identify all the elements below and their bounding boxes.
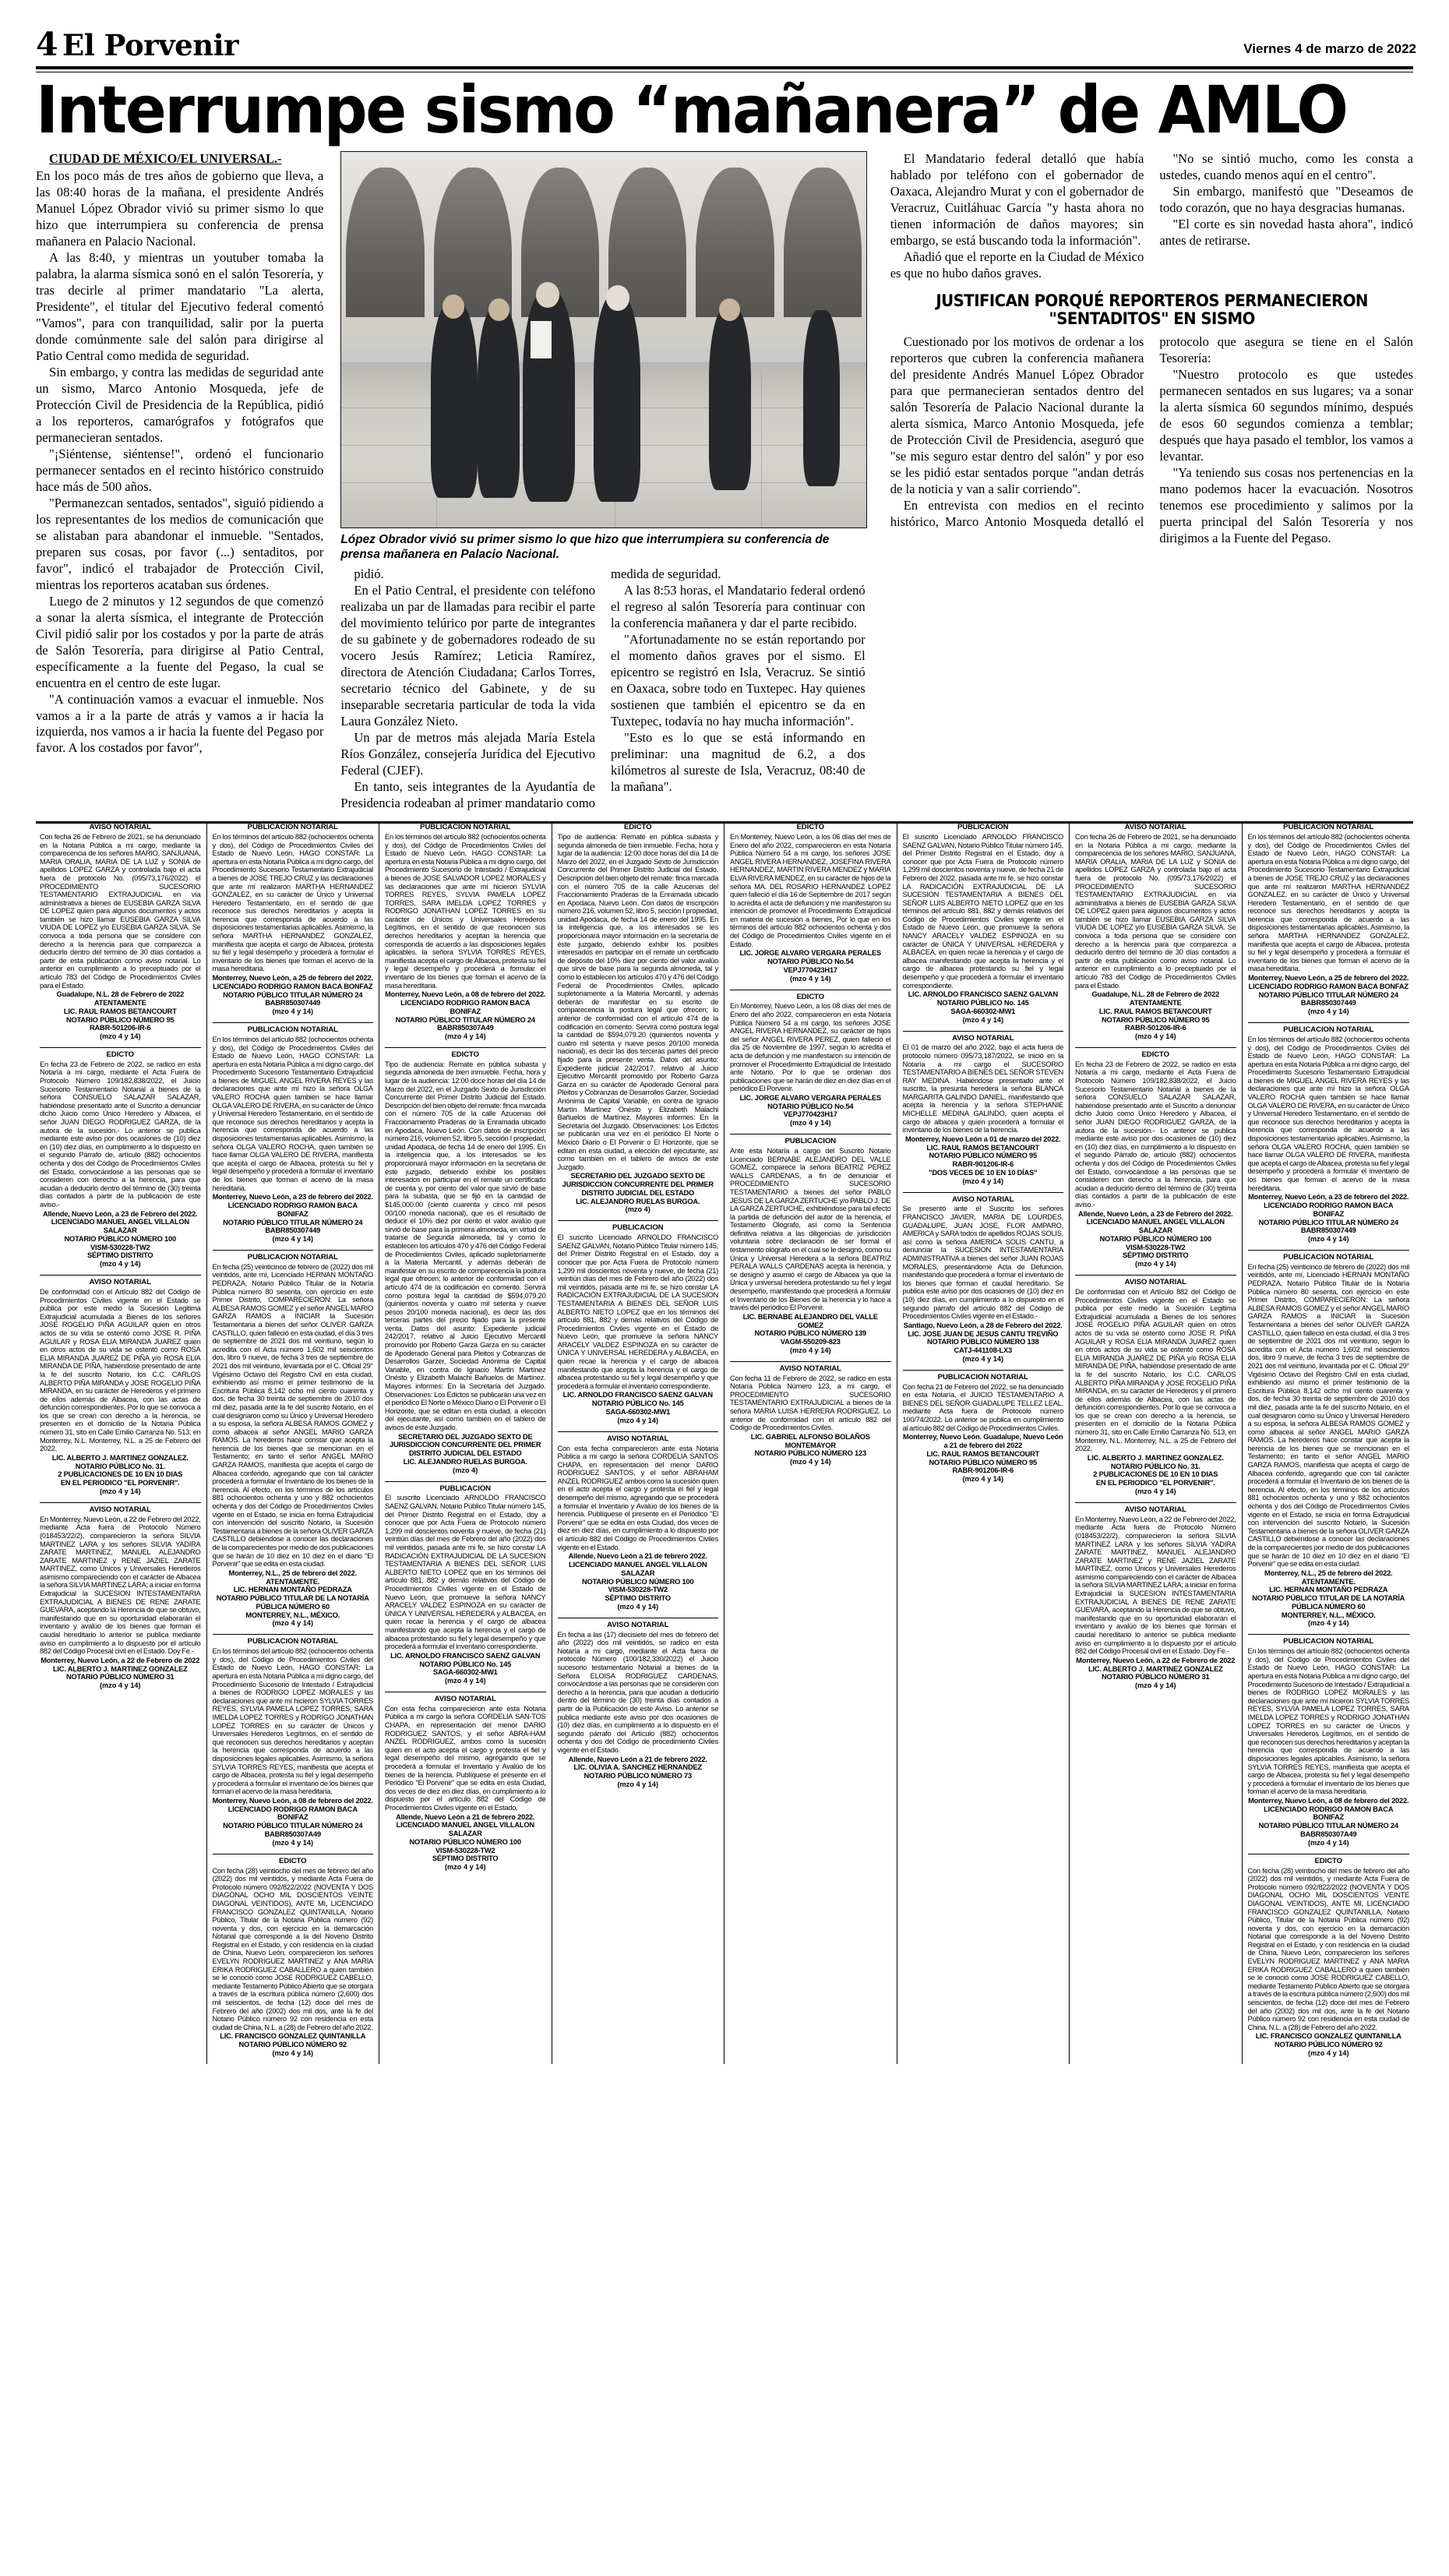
- legal-notice-signature: Allende, Nuevo León, a 23 de Febrero del 2022. LICENCIADO MANUEL ANGEL VILLALON SALAZAR NOTARIO PÚBLICO NÚMERO 100 VISM-530228-TW2 SÉPTIMO DISTRITO: [1077, 1209, 1233, 1260]
- legal-notice: [1248, 1026, 1410, 1243]
- legal-notice: [558, 1435, 719, 1611]
- page-folio: 4: [36, 26, 58, 63]
- article-body: [36, 151, 1413, 812]
- legal-notice-signature: Allende, Nuevo León a 21 de febrero 2022. LIC. OLIVIA A. SANCHEZ HERNANDEZ NOTARIO PÚBLICO NÚMERO 73: [568, 1755, 707, 1780]
- legal-notice-signature: Santiago, Nuevo León, a 28 de Febrero del 2022. LIC. JOSE JUAN DE JESUS CANTU TREVIÑO NOTARIO PÚBLICO NÚMERO 138 CATJ-441108-LX3: [903, 1321, 1063, 1355]
- legal-notice: [385, 1485, 546, 1685]
- legal-notice-body: En Monterrey, Nuevo León, a los 06 días del mes de Enero del año 2022, comparecieron en esta Notaría Pública Número 54 a mi cargo, los señores JOSE ANGEL RIVERA HERNANDEZ, JOSEFINA RIVERA HERNANDEZ, MARTIN RIVERA MENDEZ y MARIA ELVA RIVERA MENDEZ, en su carácter de hijos de la señora MA. DEL ROSARIO HERNANDEZ LOPEZ quien falleció el día 16 de Septiembre de 2017 según lo acredita el acta de defunción y me manifestaron su intención de promover el Procedimiento Extrajudicial en materia de sucesión a bienes, Por lo que en los términos del artículo 882 ochocientos ochenta y dos del Código de Procedimientos Civiles vigente en el Estado.: [730, 832, 891, 948]
- legal-notice-date: (mzo 4 y 14): [1134, 1032, 1176, 1041]
- classifieds-column: [724, 824, 897, 2064]
- legal-notice-title: EDICTO: [1141, 1050, 1169, 1060]
- legal-notice-divider: [1075, 1275, 1236, 1276]
- legal-notice-title: EDICTO: [796, 823, 824, 832]
- legal-notice-date: (mzo 4 y 14): [962, 1354, 1004, 1363]
- legal-notice: [213, 824, 374, 1015]
- masthead-title: [36, 26, 239, 63]
- legal-notice-divider: [558, 1220, 719, 1221]
- legal-notice: [903, 1196, 1064, 1363]
- article-paragraph: "No se sintió mucho, como les consta a ustedes, cuando menos aquí en el centro".: [1159, 151, 1413, 183]
- legal-notice-divider: [385, 1047, 546, 1048]
- legal-notice-title: PUBLICACION NOTARIAL: [1283, 1025, 1374, 1035]
- legal-notice-body: En Monterrey, Nuevo León, a 22 de Febrero del 2022, mediante Acta fuera de Protocolo Número (018453/22/2), comparecieron la señora SILVIA MARTINEZ LARA y los señores SILVIA YADIRA ZARATE MARTINEZ, MANUEL ALEJANDRO ZARATE MARTINEZ y RENE JAZIEL ZARATE MARTINEZ, como Únicos y Universales Herederos asimismo compareciendo con el carácter de Albacea la señora SILVIA MARTINEZ LARA; a iniciar en forma Extrajudicial la SUCESION INTESTAMENTARIA EXTRAJUDICIAL A BIENES DE RENE ZARATE GUEVARA, aceptando la Herencia de que se obtuvo, manifestando que en su oportunidad elaborarán el inventario y avalúo de los bienes que forman el caudal hereditario lo anterior se publica mediante aviso en cumplimiento a lo dispuesto por el artículo 882 del Código Procesal civil en el Estado. Doy Fe.-: [40, 1515, 201, 1656]
- legal-notice-body: En los términos del artículo 882 (ochocientos ochenta y dos), del Código de Procedimientos Civiles del Estado de Nuevo León, HAGO CONSTAR: La apertura en esta Notaria Pública a mi digno cargo, del Procedimiento Sucesorio de Intestado / Extrajudicial a bienes de RODRIGO LOPEZ MORALES y las declaraciones que ante mí hicieron SYLVIA TORRES REYES, SYLVIA PAMELA LOPEZ TORRES, SARA IMELDA LOPEZ TORRES y RODRIGO JONATHAN LOPEZ TORRES en su carácter de Únicos y Universales Herederos Legítimos, en el sentido de que reconocen sus derechos hereditarios y aceptan la herencia que corresponda de acuerdo a las disposiciones legales aplicables. Asimismo, la señora SYLVIA TORRES REYES, manifiesta que acepta el cargo de Albacea, protesta su fiel y legal desempeño y procederá a formular el inventario de los bienes que forman el acervo de la masa hereditaria.: [212, 1647, 373, 1796]
- legal-notice-date: (mzo 4 y 14): [617, 1602, 659, 1611]
- legal-notice: [213, 1254, 374, 1627]
- legal-notice-divider: [558, 1431, 719, 1432]
- legal-notice-title: PUBLICACION: [612, 1223, 664, 1233]
- legal-notice-title: EDICTO: [451, 1050, 479, 1060]
- article-paragraph: "Nuestro protocolo es que ustedes permanecen sentados en sus lugares; va a sonar la alerta sísmica 60 segundos mínimo, después de esos 60 segundos comienza a temblar; después que haya pasado el temblor, los vamos a levantar.: [1159, 367, 1413, 464]
- legal-notice-title: EDICTO: [624, 823, 652, 832]
- legal-notice-date: (mzo 4 y 14): [272, 1235, 314, 1244]
- legal-notice-signature: LIC. FRANCISCO GONZALEZ QUINTANILLA NOTARIO PÚBLICO NÚMERO 92: [220, 2032, 366, 2049]
- article-subheadline: JUSTIFICAN PORQUÉ REPORTEROS PERMANECIERON "SENTADITOS" EN SISMO: [936, 291, 1368, 328]
- legal-notice-title: PUBLICACION: [957, 823, 1009, 832]
- legal-notice: [730, 824, 891, 982]
- photo-figure-group-left: [431, 302, 478, 498]
- legal-notice-date: (mzo 4 y 14): [789, 974, 831, 983]
- legal-notice-title: PUBLICACION NOTARIAL: [937, 1372, 1028, 1382]
- legal-notice-body: De conformidad con el Artículo 882 del Código de Procedimientos Civiles vigente en el Estado se publica por este medio la Sucesión Legitima Extrajudicial acumulada a Bienes de los señores JOSE ROGELIO PIÑA AGUILAR quien en otros actos de su vida se ostentó como JOSE R. PIÑA AGUILAR y ROSA ELIA MIRANDA JUAREZ quien en otros actos de su vida se ostentó como ROSA ELIA MIRANDA JUAREZ DE PIÑA y/o ROSA ELIA MIRANDA DE PIÑA, habiéndose presentado de ante la fe del suscrito Notario, los C.C. CARLOS ALBERTO PIÑA MIRANDA y JOSE ROGELIO PIÑA MIRANDA, en su carácter de Herederos y el primero de ellos además de Albacea, con las actas de defunción correspondientes. Por lo que se convoca a los que se crean con derecho a la herencia, se presenten en el domicilio de la Notaria Pública número 31, sito en Calle Emilio Carranza No. 513, en Monterrey, N.L. Monterrey, N.L. a 25 de Febrero del 2022.: [1075, 1287, 1236, 1453]
- article-photo: [340, 151, 866, 528]
- legal-notice-divider: [903, 1192, 1064, 1193]
- legal-notice-signature: Allende, Nuevo León a 21 de febrero 2022. LICENCIADO MANUEL ANGEL VILLALON SALAZAR NOTARIO PÚBLICO NÚMERO 100 VISM-530228-TW2 SÉPTIMO DISTRITO: [396, 1812, 535, 1863]
- article-paragraph: Sin embargo, manifestó que "Deseamos de todo corazón, que no haya desgracias humanas.: [1159, 184, 1413, 216]
- legal-notice: [40, 1506, 201, 1689]
- legal-notice-date: (mzo 4 y 14): [1134, 1487, 1176, 1495]
- legal-notice-date: (mzo 4 y 14): [789, 1346, 831, 1354]
- legal-notice: [1075, 1506, 1236, 1689]
- article-paragraph: pidió.: [354, 566, 384, 582]
- classifieds-column: [1070, 824, 1243, 2064]
- article-paragraph: "Afortunadamente no se están reportando por el momento daños graves por el sismo. El epicentro se registró en Isla, Veracruz. Se sintió en Oaxaca, sobre todo en Tuxtepec. Hay quienes sostienen que también el epicentro se da en Tuxtepec, todavía no hay mucha información".: [611, 632, 866, 729]
- legal-notice: [730, 1365, 891, 1466]
- legal-notice: [558, 1224, 719, 1424]
- classifieds-column: [1243, 824, 1416, 2064]
- legal-notice-date: (mzo 4 y 14): [617, 1780, 659, 1788]
- legal-notice: [385, 1696, 546, 1871]
- legal-notice-title: PUBLICACION NOTARIAL: [247, 823, 338, 832]
- legal-notice-body: Con fecha (28) veintiocho del mes de febrero del año (2022) dos mil veintidós, y mediante Acta Fuera de Protocolo número 092/822/2022 (NOVENTA Y DOS DIAGONAL OCHO MIL DOSCIENTOS VEINTE DIAGONAL VEINTIDOS), ANTE MI, LICENCIADO FRANCISCO GONZALEZ QUINTANILLA, Notario Público, Titular de la Notaria Pública número (92) noventa y dos, con ejercicio en la demarcación Notarial que corresponde a la del Noveno Distrito Registral en el Estado, y con residencia en la ciudad de China, Nuevo León, comparecieron los señores EVELYN RODRIGUEZ MARTINEZ y ANA MARIA ERIKA RODRIGUEZ CABALLERO a quien también se le conoció como JOSE RODRIGUEZ CABELLO, mediante Testamento Público Abierto que se otorgara a través de la escritura pública número (2,600) dos mil seiscientos, de fecha (12) doce del mes de Febrero del año (2002) dos mil dos, ante la fe del Notario Público número 92 con residencia en esta ciudad de China, N.L. a (28) de Febrero del año 2022.: [1247, 1866, 1409, 2031]
- legal-notice-signature: Monterrey, Nuevo León, a 25 de febrero del 2022. LICENCIADO RODRIGO RAMON BACA BONFAZ NOTARIO PÚBLICO TITULAR NÚMERO 24 BABR850307449: [212, 974, 373, 1007]
- legal-notice: [1248, 1254, 1410, 1627]
- legal-notice-body: En los términos del artículo 882 (ochocientos ochenta y dos), del Código de Procedimientos Civiles del Estado de Nuevo León, HAGO CONSTAR: La apertura en esta Notaria Pública a mi digno cargo, del Procedimiento Sucesorio Testamentario Extrajudicial a bienes de MIGUEL ANGEL RIVERA REYES y las declaraciones que ante mí hizo la señora OLGA VALERO ROCHA quien también se hace llamar OLGA VALERO DE RIVERA, en su carácter de Único y Universal Heredero Testamentario, en el sentido de que reconoce sus derechos hereditarios y acepta la herencia que corresponda de acuerdo a las disposiciones testamentarias aplicables. Asimismo, la señora OLGA VALERO ROCHA, quien también se hace llamar OLGA VALERO DE RIVERA, manifiesta que acepta el cargo de Albacea, protesta su fiel y legal desempeño y procederá a formular el inventario de los bienes que forman el acervo de la masa hereditaria.: [212, 1035, 373, 1192]
- legal-notice-title: AVISO NOTARIAL: [779, 1364, 841, 1373]
- article-column-3-top: [890, 151, 1413, 282]
- legal-notice-date: (mzo 4 y 14): [444, 1863, 486, 1872]
- legal-notice-body: En fecha 23 de Febrero de 2022, se radico en esta Notaría a mi cargo, mediante el Acta Fuera de Protocolo Número 109/182,838/2022, el Juicio Sucesorio Testamentario Notarial a bienes de la señora CONSUELO SALAZAR SALAZAR, habiéndose presentado ante el Suscrito a denunciar dicho Juicio como Único Heredero y Albacea, el señor JUAN DIEGO RODRIGUEZ GARZA, de la autora de la sucesión.- Lo anterior se publica mediante este aviso por dos ocasiones de (10) diez en (10) diez días, en cumplimiento a lo dispuesto en el segundo Párrafo de, artículo (882) ochocientos ochenta y dos del Código de Procedimientos Civiles del Estado, convocándose a las personas que se consideren con derecho a la herencia, para que acudan a deducirlo dentro del término de (30) treinta días contados a partir de la publicación de este aviso.-: [1075, 1060, 1236, 1209]
- legal-notice-body: Ante esta Notaría a cargo del Suscrito Notario Licenciado BERNABE ALEJANDRO DEL VALLE GOMEZ, comparece la señora BEATRIZ PEREZ WALLS CARDENAS, a fin de denunciar el PROCEDIMIENTO SUCESORIO TESTAMENTARIO a bienes del señor PABLO JESUS DE LA GARZA ZERTUCHE y/o PABLO J. DE LA GARZA ZERTUCHE, exhibiéndose para tal efecto la partida de defunción del autor de la herencia, el Testamento Ológrafo, así como la Sentencia definitiva relativa a las diligencias de jurisdicción voluntaria sobre declaración de ser formal el testamento ológrafo en el cual se le designó, como su Única y Universal Heredera a la señora BEATRIZ PERALA WALLS CARDENAS acepta la herencia, y se designó y asumió el cargo de Albacea ya que la Única y universal heredera protestando su fiel y legal desempeño, manifestando que procederá a formular el Inventario de los Bienes de la herencia y lo hace a través del periódico El Porvenir.: [730, 1146, 891, 1312]
- legal-notice-signature: Monterrey, N.L., 25 de febrero del 2022. ATENTAMENTE. LIC. HERNAN MONTAÑO PEDRAZA NOTARIO PÚBLICO TITULAR DE LA NOTARÍA PÚBLICA NÚMERO 60 MONTERREY, N.L., MÉXICO.: [216, 1569, 369, 1619]
- legal-notice-divider: [730, 1361, 891, 1362]
- legal-notice-body: En Monterrey, Nuevo León, a los 08 días del mes de Enero del año 2022, comparecieron en esta Notaría Pública Número 54 a mi cargo, los señores JOSE ANGEL RIVERA HERNANDEZ, su carácter de hijos del señor ANGEL RIVERA PEREZ, quien falleció el día 25 de Noviembre de 1997, según lo acredita el acta de defunción y me manifestaron su intención de promover el Procedimiento Extrajudicial de Intestado ante Notario. Por lo que se ordenan dos publicaciones que se harán de diez en diez días en el periódico El Porvenir.: [730, 1002, 891, 1093]
- article-paragraph: Sin embargo, y contra las medidas de seguridad ante un sismo, Marco Antonio Mosqueda, jefe de Protección Civil de Presidencia de la República, pidió a los reporteros, camarógrafos y fotógrafos que permanecieran sentados.: [36, 364, 324, 445]
- legal-notice-date: (mzo 4 y 14): [444, 1032, 486, 1041]
- legal-notice-title: EDICTO: [796, 992, 824, 1001]
- legal-notice-title: AVISO NOTARIAL: [607, 1620, 669, 1629]
- legal-notice-title: AVISO NOTARIAL: [607, 1434, 669, 1443]
- legal-notice-date: (mzo 4 y 14): [1134, 1681, 1176, 1690]
- article-paragraph: A las 8:53 horas, el Mandatario federal ordenó el regreso al salón Tesorería para continuar con la conferencia mañanera y dar el parte recibido.: [611, 583, 866, 631]
- legal-notice-divider: [1075, 1047, 1236, 1048]
- legal-notice-divider: [1075, 1502, 1236, 1503]
- legal-notice-body: Con fecha 26 de Febrero de 2021, se ha denunciado en la Notaria Pública a mi cargo, mediante la comparecencia de los señores MARIO, SANJUANA, MARIA ORALIA, MARIA DE LA LUZ y SONIA de apellidos LOPEZ GARZA y controlada bajo el acta fuera de protocolo No. (095/73,176/2022) el PROCEDIMIENTO SUCESORIO TESTAMENTARIO EXTRAJUDICIAL en vía administrativa a bienes de EUSEBIA GARZA SILVA DE LOPEZ quien para algunos documentos y actos también se hizo llamar EUSEBIA GARZA SILVA VIUDA DE LOPEZ y/o EUSEBIA GARZA SILVA. Se convoca a toda persona que se considere con derecho a la herencia para que comparezca a deducirlo dentro del termino de 30 días contados a partir de esta publicación como aviso notarial. Lo anterior en cumplimiento a lo preceptuado por el artículo 783 del Código de Procedimientos Civiles para el Estado.: [40, 832, 201, 990]
- legal-notice: [1075, 1051, 1236, 1268]
- article-paragraph: A las 8:40, y mientras un youtuber tomaba la palabra, la alarma sísmica sonó en el salón Tesorería, y tras decirle al primer mandatario "La alerta, Presidente", el titular del Ejecutivo federal comentó "Vamos", para con tranquilidad, salir por la puerta donde comúnmente sale del salón para dirigirse al Patio Central como medida de seguridad.: [36, 249, 324, 363]
- legal-notice-title: PUBLICACION NOTARIAL: [1283, 1253, 1374, 1262]
- legal-notice-date: (mzo 4 y 14): [1307, 1838, 1349, 1847]
- legal-notice-body: De conformidad con el Artículo 882 del Código de Procedimientos Civiles vigente en el Estado se publica por este medio la Sucesión Legitima Extrajudicial acumulada a Bienes de los señores JOSE ROGELIO PIÑA AGUILAR quien en otros actos de su vida se ostentó como JOSE R. PIÑA AGUILAR y ROSA ELIA MIRANDA JUAREZ quien en otros actos de su vida se ostentó como ROSA ELIA MIRANDA JUAREZ DE PIÑA y/o ROSA ELIA MIRANDA DE PIÑA, habiéndose presentado de ante la fe del suscrito Notario, los C.C. CARLOS ALBERTO PIÑA MIRANDA y JOSE ROGELIO PIÑA MIRANDA, en su carácter de Herederos y el primero de ellos además de Albacea, con las actas de defunción correspondientes. Por lo que se convoca a los que se crean con derecho a la herencia, se presenten en el domicilio de la Notaria Pública número 31, sito en Calle Emilio Carranza No. 513, en Monterrey, N.L. Monterrey, N.L. a 25 de Febrero del 2022.: [40, 1287, 201, 1453]
- legal-notice-signature: LIC. JORGE ALVARO VERGARA PERALES NOTARIO PÚBLICO No.54 VEPJ770423H17: [739, 949, 881, 974]
- legal-notice: [558, 824, 719, 1213]
- legal-notice-signature: Monterrey, N.L., 25 de febrero del 2022. ATENTAMENTE. LIC. HERNAN MONTAÑO PEDRAZA NOTARIO PÚBLICO TITULAR DE LA NOTARÍA PÚBLICA NÚMERO 60 MONTERREY, N.L., MÉXICO.: [1252, 1569, 1405, 1619]
- legal-notice-title: AVISO NOTARIAL: [1124, 1505, 1186, 1514]
- legal-notice: [385, 1051, 546, 1474]
- legal-notice-signature: Allende, Nuevo León, a 23 de Febrero del 2022. LICENCIADO MANUEL ANGEL VILLALON SALAZAR NOTARIO PÚBLICO NÚMERO 100 VISM-530228-TW2 SÉPTIMO DISTRITO: [42, 1209, 198, 1260]
- legal-notice: [1075, 1279, 1236, 1495]
- legal-notice-divider: [40, 1275, 201, 1276]
- legal-notice-date: (mzo 4 y 14): [962, 1177, 1004, 1185]
- legal-notice-signature: Monterrey, Nuevo León, a 08 de febrero del 2022. LICENCIADO RODRIGO RAMON BACA BONIFAZ NOTARIO PÚBLICO TITULAR NÚMERO 24 BABR850307A49: [1248, 1796, 1409, 1839]
- photo-figure-right: [594, 295, 641, 501]
- legal-notice-signature: Allende, Nuevo León a 21 de febrero 2022. LICENCIADO MANUEL ANGEL VILLALON SALAZAR NOTARIO PÚBLICO NÚMERO 100 VISM-530228-TW2 SÉPTIMO DISTRITO: [568, 1552, 707, 1603]
- legal-notice: [40, 824, 201, 1040]
- legal-notice-body: En fecha (25) veinticinco de febrero de (2022) dos mil veintidós, ante mí, Licenciado HERNAN MONTAÑO PEDRAZA, Notario Público Titular de la Notaría Pública número 80 sesenta, con ejercicio en este Primer Distrito, COMPARECIERON: La señora ALBESA RAMOS GOMEZ y el señor ANGEL MARIO GARZA RAMOS a INICIAR la Sucesión Testamentaria a bienes del señor OLIVER GARZA CASTILLO, quien falleció en esta ciudad, el día 3 tres de septiembre de 2021 dos mil veintiuno, según lo acredita con el Acta número 1,602 mil seiscientos dos, libro 9 nueve, de fecha 3 tres de septiembre de 2021 dos mil veintiuno, levantada por el C. Oficial 29° Vigésimo Octavo del Registro Civil en esta ciudad, exhibiendo así mismo el primer testimonio de la Escritura Pública 8,142 ocho mil ciento cuarenta y dos, de fecha 30 treinta de septiembre de 2010 dos mil diez, pasada ante la fe del suscrito Notario, en el cual designaron como su Único y Universal Heredero a su esposa, la señora ALBESA RAMOS GOMEZ y como albacea al señor ANGEL MARIO GARZA RAMOS. La herederos hace constar que acepta la herencia de los bienes que se mencionan en el Testamento; en tanto el señor ANGEL MARIO GARZA RAMOS, manifiesta que acepta el cargo de Albacea conferido, agregando que con tal carácter procederá a formular el Inventario de los bienes de la herencia. Al efecto, en los términos de los artículos 881 ochocientos ochenta y uno y 882 ochocientos ochenta y dos del Código de Procedimientos Civiles vigente en el Estado, se inicia en forma Extrajudicial con intervención del suscrito Notario, la Sucesión Testamentaria a bienes de la señora OLIVER GARZA CASTILLO debiéndose a conocer las declaraciones de la comparecientes por medio de dos publicaciones que se harán de 10 diez en 10 diez en el diario "El Porvenir" que se edita en esta ciudad.: [1247, 1262, 1409, 1569]
- legal-notice-date: (mzo 4 y 14): [789, 1119, 831, 1127]
- legal-notice: [213, 1638, 374, 1846]
- legal-notice-date: (mzo 4 y 14): [99, 1032, 141, 1041]
- legal-notice-body: Con fecha 11 de Febrero de 2022, se radico en esta Notaría Pública Número 123, a mi cargo, el PROCEDIMIENTO SUCESORIO TESTAMENTARIO EXTRAJUDICIAL a bienes de la señora MARIA LUISA HERRERA RODRIGUEZ. Lo anterior de conformidad con el artículo 882 del Código de Procedimientos Civiles.: [730, 1374, 891, 1432]
- legal-notice-signature: Monterrey, Nuevo León, a 08 de febrero del 2022. LICENCIADO RODRIGO RAMON BACA BONIFAZ NOTARIO PÚBLICO TITULAR NÚMERO 24 BABR850307A49: [212, 1796, 373, 1839]
- photo-figure-far-right: [709, 306, 751, 490]
- legal-notice: [1248, 824, 1410, 1015]
- legal-notice-divider: [385, 1481, 546, 1482]
- article-paragraph: "Permanezcan sentados, sentados", siguió pidiendo a los representantes de los medios de comunicación que se alistaban para abandonar el inmueble. "Sentados, preparen sus cosas, por favor (...) sentaditos, por favor", indicó el trabajador de Protección Civil, mientras los reporteros acataban sus órdenes.: [36, 495, 324, 592]
- photo-caption: López Obrador vivió su primer sismo lo que hizo que interrumpiera su conferencia de prensa mañanera en Palacio Nacional.: [340, 533, 830, 562]
- legal-notice: [213, 1858, 374, 2057]
- legal-notice-title: PUBLICACION: [439, 1484, 492, 1493]
- legal-notice-title: AVISO NOTARIAL: [89, 1505, 151, 1514]
- article-paragraph: En entrevista con medios en el recinto histórico, Marco Antonio Mosqueda detalló el protocolo que asegura se tiene en el Salón Tesorería:: [890, 334, 1413, 530]
- legal-notice-signature: Guadalupe, N.L. 28 de Febrero de 2022 ATENTAMENTE LIC. RAUL RAMOS BETANCOURT NOTARIO PÚBLICO NÚMERO 95 RABR-501206-IR-6: [1091, 990, 1220, 1032]
- legal-notice-date: (mzo 4 y 14): [789, 1458, 831, 1466]
- legal-notice-signature: LIC. ALBERTO J. MARTINEZ GONZALEZ. NOTARIO PÚBLICO No. 31. 2 PUBLICACIONES DE 10 EN 10 DIAS EN EL PERIODICO "EL PORVENIR".: [1087, 1453, 1224, 1487]
- legal-notice-date: (mzo 4 y 14): [99, 1260, 141, 1269]
- article-paragraph: En los poco más de tres años de gobierno que lleva, a las 08:40 horas de la mañana, el presidente Andrés Manuel López Obrador vivió su primer sismo lo que hizo que interrumpiera su conferencia de prensa mañanera en Palacio Nacional.: [36, 168, 324, 249]
- legal-notice-title: AVISO NOTARIAL: [434, 1695, 496, 1704]
- legal-notice-divider: [903, 1370, 1064, 1371]
- legal-notice-body: El 01 de marzo del año 2022, bajo el acta fuera de protocolo número 095/73,187/2022, se inició en la Notaría a mi cargo el SUCESORIO TESTAMENTARIO A BIENES DEL SEÑOR STEVEN RAY MEDINA. Habiéndose presentado ante el suscrito, la presunta heredera la señora BLANCA MARGARITA GALINDO DANIEL, manifestando que acepta la herencia y la señora STEPHANIE MICHELLE MEDINA GALINDO, quien acepta el cargo de albacea y quien procederá a formular el inventario de los bienes de la herencia.: [902, 1043, 1063, 1134]
- article-column-3-bottom: [890, 334, 1413, 547]
- article-paragraph: "Ya teniendo sus cosas nos pertenencias en la mano podemos hacer la evacuación. Nosotros tenemos ese procedimiento y salimos por la puerta principal del Salón Tesorería y nos dirigimos a la Fuente del Pegaso.: [1159, 465, 1413, 546]
- legal-notice-date: (mzo 4 y 14): [99, 1487, 141, 1495]
- legal-notice-title: PUBLICACION: [784, 1137, 837, 1146]
- issue-date: Viernes 4 de marzo de 2022: [1243, 41, 1416, 56]
- legal-notice-body: Con esta fecha comparecieron ante esta Notaria Pública a mi cargo la señora CORDELIA SAN-TOS CHAPA, en representación del menor DARIO RODRIGUEZ SANTOS, y el señor ABRA-HAM ANZEL RODRIGUEZ, ambos como la sucesión quien en el acto acepta el cargo y protesta el fiel y legal desempeño del mismo, agregando que se procederá a formular el Inventario y Avalúo de los bienes de la herencia. Publíquese el presente en el Periódico "El Porvenir" que se edita en esta Ciudad, dos veces de diez en diez días, en cumplimiento a lo dispuesto por el artículo 882 del Código de Procedimientos Civiles vigente en el Estado.: [385, 1704, 546, 1812]
- legal-notice-title: PUBLICACION NOTARIAL: [247, 1253, 338, 1262]
- legal-notice-signature: Monterrey, Nuevo León a 01 de marzo del 2022. LIC. RAUL RAMOS BETANCOURT NOTARIO PÚBLICO NÚMERO 95 RABR-901206-IR-6 "DOS VECES DE 10 EN 10 DÍAS": [904, 1134, 1061, 1177]
- legal-notice-signature: Monterrey, Nuevo León, a 23 de febrero del 2022. LICENCIADO RODRIGO RAMON BACA BONIFAZ NOTARIO PÚBLICO TITULAR NÚMERO 24 BABR850307449: [1248, 1193, 1409, 1235]
- legal-notice-body: Con fecha 21 de Febrero del 2022, se ha denunciado en esta Notaría, el JUICIO TESTAMENTARIO A BIENES DEL SEÑOR GUADALUPE TELLEZ LEAL, mediante Acta fuera de Protocolo número 100/74/2022. Lo anterior se publica en cumplimiento al artículo 882 del Código de Procedimientos Civiles.: [902, 1382, 1063, 1432]
- legal-notice-signature: LIC. ARNOLDO FRANCISCO SAENZ GALVAN NOTARIO PÚBLICO No. 145 SAGA-660302-MW1: [562, 1391, 713, 1416]
- article-column-2-text: [340, 566, 865, 812]
- legal-notice-divider: [1248, 1022, 1410, 1023]
- legal-notice-body: El suscrito Licenciado ARNOLDO FRANCISCO SAENZ GALVAN, Notario Público Titular número 145, del Primer Distrito Registral en el Estado, doy a conocer que por Acta Fuera de Protocolo número 1,299 mil doscientos noventa y nueve, de fecha (21) veintiún días del mes de Febrero del año (2022) dos mil veintidós, pasada ante mi fe, se hizo constar LA RADICACIÓN EXTRAJUDICIAL DE LA SUCESION TESTAMENTARIA A BIENES DEL SEÑOR LUIS ALBERTO NIETO LOPEZ que en los términos del artículo 881, 882 y demás relativos del Código de Procedimientos Civiles vigente en el Estado de Nuevo León, que promueve la señora NANCY ARACELY VALDEZ ESPINOZA en su carácter de ÚNICA Y UNIVERSAL HEREDERA y ALBACEA, en quien recae la herencia y el cargo de albacea manifestando que acepta la herencia y el cargo de albacea protestando su fiel y legal desempeño y que procederá a formular el inventario correspondiente.: [385, 1494, 546, 1651]
- legal-notice-date: (mzo 4 y 14): [272, 1007, 314, 1016]
- legal-notice-signature: Monterrey, Nuevo León, a 25 de febrero del 2022. LICENCIADO RODRIGO RAMON BACA BONFAZ NOTARIO PÚBLICO TITULAR NÚMERO 24 BABR850307449: [1248, 974, 1409, 1007]
- legal-notice-date: (mzo 4 y 14): [962, 1475, 1004, 1484]
- legal-notice-date: (mzo 4 y 14): [1307, 1235, 1349, 1244]
- legal-notice-signature: LIC. ARNOLDO FRANCISCO SAENZ GALVAN NOTARIO PÚBLICO No. 145 SAGA-660302-MW1: [390, 1651, 541, 1677]
- classifieds-column: [34, 824, 207, 2064]
- legal-notice-title: AVISO NOTARIAL: [1124, 1278, 1186, 1287]
- legal-notice-body: En fecha (25) veinticinco de febrero de (2022) dos mil veintidós, ante mí, Licenciado HERNAN MONTAÑO PEDRAZA, Notario Público Titular de la Notaría Pública número 80 sesenta, con ejercicio en este Primer Distrito, COMPARECIERON: La señora ALBESA RAMOS GOMEZ y el señor ANGEL MARIO GARZA RAMOS a INICIAR la Sucesión Testamentaria a bienes del señor OLIVER GARZA CASTILLO, quien falleció en esta ciudad, el día 3 tres de septiembre de 2021 dos mil veintiuno, según lo acredita con el Acta número 1,602 mil seiscientos dos, libro 9 nueve, de fecha 3 tres de septiembre de 2021 dos mil veintiuno, levantada por el C. Oficial 29° Vigésimo Octavo del Registro Civil en esta ciudad, exhibiendo así mismo el primer testimonio de la Escritura Pública 8,142 ocho mil ciento cuarenta y dos, de fecha 30 treinta de septiembre de 2010 dos mil diez, pasada ante la fe del suscrito Notario, en el cual designaron como su Único y Universal Heredero a su esposa, la señora ALBESA RAMOS GOMEZ y como albacea al señor ANGEL MARIO GARZA RAMOS. La herederos hace constar que acepta la herencia de los bienes que se mencionan en el Testamento; en tanto el señor ANGEL MARIO GARZA RAMOS, manifiesta que acepta el cargo de Albacea conferido, agregando que con tal carácter procederá a formular el Inventario de los bienes de la herencia. Al efecto, en los términos de los artículos 881 ochocientos ochenta y uno y 882 ochocientos ochenta y dos del Código de Procedimientos Civiles vigente en el Estado, se inicia en forma Extrajudicial con intervención del suscrito Notario, la Sucesión Testamentaria a bienes de la señora OLIVER GARZA CASTILLO debiéndose a conocer las declaraciones de la comparecientes por medio de dos publicaciones que se harán de 10 diez en 10 diez en el diario "El Porvenir" que se edita en esta ciudad.: [212, 1262, 373, 1569]
- legal-notice: [385, 824, 546, 1040]
- legal-notice-date: (mzo 4 y 14): [272, 1838, 314, 1847]
- legal-notice: [40, 1051, 201, 1268]
- legal-notice-signature: Monterrey, Nuevo León, a 23 de febrero del 2022. LICENCIADO RODRIGO RAMON BACA BONIFAZ NOTARIO PÚBLICO TITULAR NÚMERO 24 BABR850307449: [212, 1193, 373, 1235]
- legal-notice-signature: Monterrey, Nuevo León, a 08 de febrero del 2022. LICENCIADO RODRIGO RAMON BACA BONIFAZ NOTARIO PÚBLICO TITULAR NÚMERO 24 BABR850307A49: [385, 990, 546, 1032]
- legal-notice-date: (mzo 4 y 14): [1307, 1007, 1349, 1016]
- legal-notice: [903, 824, 1064, 1023]
- legal-notice-body: Tipo de audiencia: Remate en pública subasta y segunda almoneda de bien inmueble. Fecha, hora y lugar de la audiencia: 12:00 doce horas del día 14 de Marzo del 2022, en el Juzgado Sexto de Jurisdicción Concurrente del Primer Distrito Judicial del Estado. Descripción del bien objeto del remate: finca marcada con el número 705 de la calle Azucenas del Fraccionamiento Praderas de la Enramada ubicado en Apodaca, Nuevo León. Con datos de inscripción número 216, volumen 52, libro 5, sección I propiedad, unidad Apodaca, de fecha 14 de enero del 1995. En la inteligencia que, a los interesados se les proporcionará mayor información en la secretaria de éste juzgado, debiendo exhibir los posibles interesados en participar en el remate un certificado de cuenta y, por ciento del valor que sirvió de base para la subasta, que se fijó en la cantidad de $145,000.00 (ciento cuarenta y cinco mil pesos 00/100 moneda nacional), que es el resultado de deducir el 10% diez por ciento el valor avalúo que sirvió de base para la primera almoneda, en virtud de tratarse de Segunda almoneda, tal y como lo establecen los artículos 470 y 476 del Código Federal de Procedimientos Civiles, aplicado supletoriamente a la Materia Mercantil, y además deberán de manifestar en su escrito de comparecencia la postura legal que ofrecen; lo anterior de conformidad con el artículo 474 de la codificación en comento. Servirá como postura legal la cantidad de $594,079.20 (quinientos noventa y cuatro mil setenta y nueve pesos 20/100 moneda nacional), es decir las dos terceras partes del precio fijado para la presente venta. Datos del asunto: Expediente judicial 242/2017, relativo al Juicio Ejecutivo Mercantil promovido por Roberto Garza Garza en su carácter de Apoderado General para Pleitos y Cobranzas de Desarrollos Garzer, Sociedad Anónima de Capital Variable, en contra de Ignacio Martín Martínez Onésto y Elizabeth Malachi Bañuelos de Martínez. Mayores informes: En la Secretaría del Juzgado. Observaciones: Los Edictos se publicarán una vez en el periódico El Norte o México Diario o El Porvenir o El Horizonte, que se editan en esta ciudad, a elección del ejecutante, así como también en el tablero de avisos de este Juzgado.: [385, 1060, 546, 1431]
- legal-notice-title: EDICTO: [279, 1856, 307, 1865]
- legal-notice-divider: [40, 1047, 201, 1048]
- legal-notice-signature: Guadalupe, N.L. 28 de Febrero de 2022 ATENTAMENTE LIC. RAUL RAMOS BETANCOURT NOTARIO PÚBLICO NÚMERO 95 RABR-501206-IR-6: [56, 990, 185, 1032]
- legal-notice-body: En los términos del artículo 882 (ochocientos ochenta y dos), del Código de Procedimientos Civiles del Estado de Nuevo León, HAGO CONSTAR: La apertura en esta Notaria Pública a mi digno cargo, del Procedimiento Sucesorio Testamentario Extrajudicial a bienes de JOSE TREJO CRUZ y las declaraciones que ante mí realizaron MARTHA HERNANDEZ GONZALEZ, en su carácter de Único y Universal Heredero Testamentario, en el sentido de que reconoce sus derechos hereditarios y acepta la herencia que corresponda de acuerdo a las disposiciones testamentarias aplicables. Asimismo, la señora MARTHA HERNANDEZ GONZALEZ, manifiesta que acepta el cargo de Albacea, protesta su fiel y legal desempeño y procederá a formular el inventario de los bienes que forman el acervo de la masa hereditaria.: [1247, 832, 1409, 973]
- legal-notice-divider: [903, 1031, 1064, 1032]
- legal-notice-signature: LIC. ALBERTO J. MARTINEZ GONZALEZ. NOTARIO PÚBLICO No. 31. 2 PUBLICACIONES DE 10 EN 10 DIAS EN EL PERIODICO "EL PORVENIR".: [51, 1453, 189, 1487]
- legal-notice: [730, 1138, 891, 1354]
- legal-notice-body: Tipo de audiencia: Remate en pública subasta y segunda almoneda de bien inmueble. Fecha, hora y lugar de la audiencia: 12:00 doce horas del día 14 de Marzo del 2022, en el Juzgado Sexto de Jurisdicción Concurrente del Primer Distrito Judicial del Estado. Descripción del bien objeto del remate: finca marcada con el número 705 de la calle Azucenas del Fraccionamiento Praderas de la Enramada ubicado en Apodaca, Nuevo León. Con datos de inscripción número 216, volumen 52, libro 5, sección I propiedad, unidad Apodaca, de fecha 14 de enero del 1995. En la inteligencia que, a los interesados se les proporcionará mayor información en la secretaría de éste juzgado, debiendo exhibir los posibles interesados en participar en el remate un certificado de depósito del 10% diez por ciento del valor avalúo que sirve de base para la segunda almoneda, tal y como lo establecen los artículos 470 y 476 del Código Federal de Procedimientos Civiles, aplicado supletoriamente a la Materia Mercantil, y además deberán de manifestar en su escrito de comparecencia la postura legal que ofrecen; lo anterior de conformidad con el artículo 474 de la codificación en comento. Servirá como postura legal la cantidad de $594,079.20 (quinientos noventa y cuatro mil setenta y nueve pesos 20/100 moneda nacional), es decir las dos terceras partes del precio fijado para la presente venta. Datos del asunto: Expediente judicial 242/2017, relativo al Juicio Ejecutivo Mercantil promovido por Roberto Garza Garza en su carácter de Apoderado General para Pleitos y Cobranzas de Desarrollos Garzer, Sociedad Anónima de Capital Variable, en contra de Ignacio Martín Martínez Onésto y Elizabeth Malachi Bañuelos de Martínez. Mayores informes: En la Secretaría del Juzgado. Observaciones: Los Edictos se publicarán una vez en el periódico El Norte o México Diario o El Porvenir o El Horizonte, que se editan en esta ciudad, a elección del ejecutante, así como también en el tablero de avisos de este Juzgado.: [557, 832, 718, 1171]
- legal-notice: [903, 1374, 1064, 1483]
- legal-notice-divider: [1248, 1634, 1410, 1635]
- article-credit: CIUDAD DE MÉXICO/EL UNIVERSAL.-: [49, 151, 282, 167]
- article-paragraph: En el Patio Central, el presidente con teléfono realizaba un par de llamadas para recibir el parte del movimiento telúrico por parte de integrantes de su gabinete y de gobernadores rodeado de su vocero Jesús Ramírez; Leticia Ramírez, directora de Atención Ciudadana; Carlos Torres, secretario técnico del Gabinete, y de su inseparable secretaria particular de toda la vida Laura González Nieto.: [340, 583, 596, 729]
- legal-notice: [1075, 824, 1236, 1040]
- legal-notice-date: (mzo 4 y 14): [272, 1619, 314, 1628]
- legal-notice-signature: Monterrey, Nuevo León, a 22 de Febrero de 2022 LIC. ALBERTO J. MARTINEZ GONZALEZ NOTARIO PÚBLICO NÚMERO 31: [41, 1656, 200, 1681]
- legal-notice-signature: LIC. GABRIEL ALFONSO BOLAÑOS MONTEMAYOR NOTARIO PÚBLICO NÚMERO 123: [750, 1432, 870, 1458]
- legal-notice-signature: Monterrey, Nuevo León. Guadalupe, Nuevo León a 21 de febrero del 2022 LIC. RAUL RAMOS BETANCOURT NOTARIO PÚBLICO NÚMERO 95 RABR-901206-IR-6: [903, 1433, 1063, 1475]
- legal-notice-date: (mzo 4 y 14): [1134, 1260, 1176, 1269]
- article-paragraph: Añadió que el reporte en la Ciudad de México es que no hubo daños graves.: [890, 249, 1144, 281]
- legal-notice-body: En los términos del artículo 882 (ochocientos ochenta y dos), del Código de Procedimientos Civiles del Estado de Nuevo León, HAGO CONSTAR: La apertura en esta Notaria Pública a mi digno cargo, del Procedimiento Sucesorio Testamentario Extrajudicial a bienes de JOSE TREJO CRUZ y las declaraciones que ante mí realizaron MARTHA HERNANDEZ GONZALEZ, en su carácter de Único y Universal Heredero Testamentario, en el sentido de que reconoce sus derechos hereditarios y acepta la herencia que corresponda de acuerdo a las disposiciones testamentarias aplicables. Asimismo, la señora MARTHA HERNANDEZ GONZALEZ, manifiesta que acepta el cargo de Albacea, protesta su fiel y legal desempeño y procederá a formular el inventario de los bienes que forman el acervo de la masa hereditaria.: [212, 832, 373, 973]
- legal-notice-body: En los términos del artículo 882 (ochocientos ochenta y dos), del Código de Procedimientos Civiles del Estado de Nuevo León, HAGO CONSTAR: La apertura en esta Notaria Pública a mi digno cargo, del Procedimiento Sucesorio de Intestado / Extrajudicial a bienes de RODRIGO LOPEZ MORALES y las declaraciones que ante mí hicieron SYLVIA TORRES REYES, SYLVIA PAMELA LOPEZ TORRES, SARA IMELDA LOPEZ TORRES y RODRIGO JONATHAN LOPEZ TORRES en su carácter de Únicos y Universales Herederos Legítimos, en el sentido de que reconocen sus derechos hereditarios y aceptan la herencia que corresponda de acuerdo a las disposiciones legales aplicables. Asimismo, la señora SYLVIA TORRES REYES, manifiesta que acepta el cargo de Albacea, protesta su fiel y legal desempeño y procederá a formular el inventario de los bienes que forman el acervo de la masa hereditaria.: [1247, 1647, 1409, 1796]
- legal-notice-body: Con fecha (28) veintiocho del mes de febrero del año (2022) dos mil veintidós, y mediante Acta Fuera de Protocolo número 092/822/2022 (NOVENTA Y DOS DIAGONAL OCHO MIL DOSCIENTOS VEINTE DIAGONAL VEINTIDOS), ANTE MI, LICENCIADO FRANCISCO GONZALEZ QUINTANILLA, Notario Público, Titular de la Notaria Pública número (92) noventa y dos, con ejercicio en la demarcación Notarial que corresponde a la del Noveno Distrito Registral en el Estado, y con residencia en la ciudad de China, Nuevo León, comparecieron los señores EVELYN RODRIGUEZ MARTINEZ y ANA MARIA ERIKA RODRIGUEZ CABALLERO a quien también se le conoció como JOSE RODRIGUEZ CABELLO, mediante Testamento Público Abierto que se otorgara a través de la escritura pública número (2,600) dos mil seiscientos, de fecha (12) doce del mes de Febrero del año (2002) dos mil dos, ante la fe del Notario Público número 92 con residencia en esta ciudad de China, N.L. a (28) de Febrero del año 2022.: [212, 1866, 373, 2031]
- legal-notice-date: (mzo 4): [625, 1205, 650, 1214]
- article-paragraph: En tanto, seis integrantes de la Ayudantía de Presidencia rodeaban al primer mandatario como medida de seguridad.: [340, 566, 721, 811]
- legal-notice-signature: LIC. ARNOLDO FRANCISCO SAENZ GALVAN NOTARIO PÚBLICO No. 145 SAGA-660302-MW1: [908, 990, 1058, 1015]
- legal-notice-signature: Monterrey, Nuevo León, a 22 de Febrero de 2022 LIC. ALBERTO J. MARTINEZ GONZALEZ NOTARIO PÚBLICO NÚMERO 31: [1076, 1656, 1236, 1681]
- legal-notice-date: (mzo 4 y 14): [272, 2048, 314, 2057]
- legal-notice-body: En los términos del artículo 882 (ochocientos ochenta y dos), del Código de Procedimientos Civiles del Estado de Nuevo León, HAGO CONSTAR: La apertura en esta Notaria Pública a mi digno cargo, del Procedimiento Sucesorio Testamentario Extrajudicial a bienes de MIGUEL ANGEL RIVERA REYES y las declaraciones que ante mí hizo la señora OLGA VALERO ROCHA quien también se hace llamar OLGA VALERO DE RIVERA, en su carácter de Único y Universal Heredero Testamentario, en el sentido de que reconoce sus derechos hereditarios y acepta la herencia que corresponda de acuerdo a las disposiciones testamentarias aplicables. Asimismo, la señora OLGA VALERO ROCHA, quien también se hace llamar OLGA VALERO DE RIVERA, manifiesta que acepta el cargo de Albacea, protesta su fiel y legal desempeño y procederá a formular el inventario de los bienes que forman el acervo de la masa hereditaria.: [1247, 1035, 1409, 1192]
- legal-notice-date: (mzo 4 y 14): [99, 1681, 141, 1690]
- article-paragraph: El Mandatario federal detalló que había hablado por teléfono con el gobernador de Oaxaca, Alejandro Murat y con el gobernador de Veracruz, Cuitláhuac García "y hasta ahora no tienen información de daños mayores; sin embargo, se está buscando toda la información".: [890, 151, 1144, 249]
- legal-notice-title: EDICTO: [106, 1050, 134, 1060]
- legal-notice-title: PUBLICACION NOTARIAL: [1283, 823, 1374, 832]
- legal-notice-divider: [213, 1022, 374, 1023]
- article-photo-wrap: [340, 151, 865, 562]
- classifieds-column: [552, 824, 725, 2064]
- article-paragraph: "A continuación vamos a evacuar el inmueble. Nos vamos a ir a la parte de atrás y vamos a ir hacia la izquierda, nos vamos a ir hacia la fuente del Pegaso por favor. A los costados por favor",: [36, 691, 324, 756]
- article-paragraph: "Esto es lo que se está informando en preliminar: una magnitud de 6.2, a dos kilómetros al sureste de Isla, Veracruz, 08:40 de la mañana".: [611, 730, 866, 795]
- publication-name: El Porvenir: [62, 28, 239, 62]
- photo-arcade: [341, 168, 866, 318]
- legal-notice: [40, 1279, 201, 1495]
- legal-notice-title: AVISO NOTARIAL: [952, 1194, 1014, 1204]
- legal-notice-body: Con fecha 26 de Febrero de 2021, se ha denunciado en la Notaria Pública a mi cargo, mediante la comparecencia de los señores MARIO, SANJUANA, MARIA ORALIA, MARIA DE LA LUZ y SONIA de apellidos LOPEZ GARZA y controlada bajo el acta fuera de protocolo No. (095/73,176/2022) el PROCEDIMIENTO SUCESORIO TESTAMENTARIO EXTRAJUDICIAL en vía administrativa a bienes de EUSEBIA GARZA SILVA DE LOPEZ quien para algunos documentos y actos también se hizo llamar EUSEBIA GARZA SILVA VIUDA DE LOPEZ y/o EUSEBIA GARZA SILVA. Se convoca a toda persona que se considere con derecho a la herencia para que comparezca a deducirlo dentro del termino de 30 días contados a partir de esta publicación como aviso notarial. Lo anterior en cumplimiento a lo preceptuado por el artículo 783 del Código de Procedimientos Civiles para el Estado.: [1075, 832, 1236, 990]
- legal-notice-date: (mzo 4 y 14): [1307, 1619, 1349, 1628]
- legal-notice-title: AVISO NOTARIAL: [89, 823, 151, 832]
- article-column-2: [337, 151, 879, 812]
- classifieds-column: [897, 824, 1070, 2064]
- legal-notice: [213, 1026, 374, 1243]
- legal-notice: [1248, 1638, 1410, 1846]
- legal-notice-body: En fecha a las (17) diecisiete del mes de febrero del año (2022) dos mil veintidós, se radico en esta Notaría a mi cargo, mediante el Acta fuera de protocolo Número (100/182,330/2022) el Juicio sucesorio testamentario Notarial a bienes de la Señora ELOISA RODRIGUEZ CARDENAS, convocándose a las personas que se consideren con derecho a la herencia, para que acudan a deducirlo dentro del término de (30) treinta días contados a partir de la Publicación de este Aviso. Lo anterior se publica mediante este aviso por dos ocasiones de (10) diez días, en cumplimiento a lo dispuesto en el segundo párrafo del Artículo (882) ochocientos ochenta y dos del Código de procedimiento Civiles vigente en el Estado.: [557, 1630, 718, 1754]
- article-paragraph: "¡Siéntense, siéntense!", ordenó el funcionario permanecer sentados en el recinto histórico construido hace más de 500 años.: [36, 446, 324, 494]
- legal-notice-divider: [1248, 1250, 1410, 1251]
- legal-notice-body: En los términos del artículo 882 (ochocientos ochenta y dos), del Código de Procedimientos Civiles del Estado de Nuevo León, HAGO CONSTAR: La apertura en esta Notaria Pública a mi digno cargo, del Procedimiento Sucesorio de Intestado / Extrajudicial a bienes de JOSE SALVADOR LOPEZ MORALES y las declaraciones que ante mí hicieron SYLVIA TORRES REYES, SYLVIA PAMELA LOPEZ TORRES, SARA IMELDA LOPEZ TORRES y RODRIGO JONATHAN LOPEZ TORRES en su carácter de Únicos y Universales Herederos Legítimos, en el sentido de que reconocen sus derechos hereditarios y aceptan la herencia que corresponda de acuerdo a las disposiciones legales aplicables. la señora SYLVIA TORRES REYES, manifiesta acepta el cargo de Albacea, protesta su fiel y legal desempeño y procederá a formular el inventario de los bienes que forman el acervo de la masa hereditaria.: [385, 832, 546, 990]
- legal-notice: [1248, 1858, 1410, 2057]
- article-lead: [36, 151, 323, 250]
- legal-notice-date: (mzo 4 y 14): [962, 1015, 1004, 1024]
- classifieds-column: [207, 824, 380, 2064]
- legal-notice-date: (mzo 4 y 14): [617, 1416, 659, 1424]
- legal-notice-body: El suscrito Licenciado ARNOLDO FRANCISCO SAENZ GALVAN, Notario Público Titular número 145, del Primer Distrito Registral en el Estado, doy a conocer que por Acta Fuera de Protocolo número 1,299 mil doscientos noventa y nueve, de fecha 21 de Febrero del 2022, pasada ante mi fe, se hizo constar LA RADICACIÓN EXTRAJUDICIAL DE LA SUCESION TESTAMENTARIA A BIENES DEL SEÑOR LUIS ALBERTO NIETO LOPEZ que en los términos del artículo 881, 882 y demás relativos del Código de Procedimientos Civiles vigente en el Estado de Nuevo León, que promueve la señora NANCY ARACELY VALDEZ ESPINOZA en su carácter de ÚNICA Y UNIVERSAL HEREDERA y ALBACEA, en quien recae la herencia y el cargo de albacea manifestando que acepta la herencia y el cargo de albacea protestando su fiel y legal desempeño y que procederá a formular el inventario correspondiente.: [902, 832, 1063, 990]
- legal-notice-divider: [213, 1634, 374, 1635]
- legal-notice-signature: SECRETARIO DEL JUZGADO SEXTO DE JURISDICCION CONCURRENTE DEL PRIMER DISTRITO JUDICIAL DEL ESTADO LIC. ALEJANDRO RUELAS BURGOA.: [562, 1172, 714, 1205]
- legal-notice: [730, 993, 891, 1127]
- legal-notice: [558, 1621, 719, 1788]
- legal-notice-body: Con esta fecha comparecieron ante esta Notaria Pública a mi cargo la señora CORDELIA SANTOS CHAPA, en representación del menor DARIO RODRIGUEZ SANTOS, y el señor ABRAHAM ANZEL RODRIGUEZ ambos como la sucesión quien en el acto acepta el cargo y protesta el fiel y legal desempeño del mismo, agregando que se procederá a formular el Inventario y Avalúo de los bienes de la herencia. Publíquese el presente en el Periódico "El Porvenir" que se edita en esta Ciudad, dos veces de diez en diez días, en cumplimiento a lo dispuesto por el artículo 882 del Código de Procedimientos Civiles vigente en el Estado.: [557, 1444, 718, 1551]
- article-paragraph: Luego de 2 minutos y 12 segundos de que comenzó a sonar la alerta sísmica, el integrante de Protección Civil pidió salir por los costados y por la parte de atrás de Salón Tesorería, para dirigirse al Patio Central, específicamente a la fuente del Pegaso, la cual se encuentra en el centro de este lugar.: [36, 593, 324, 690]
- legal-notice-date: (mzo 4 y 14): [1307, 2048, 1349, 2057]
- article-paragraph: Un par de metros más alejada María Estela Ríos González, consejería Jurídica del Ejecutivo Federal (CJEF).: [340, 730, 596, 778]
- legal-notice-date: (mzo 4): [453, 1466, 478, 1474]
- legal-notice-signature: SECRETARIO DEL JUZGADO SEXTO DE JURISDICCION CONCURRENTE DEL PRIMER DISTRITO JUDICIAL DEL ESTADO LIC. ALEJANDRO RUELAS BURGOA.: [390, 1432, 541, 1466]
- legal-notice-title: EDICTO: [1314, 1856, 1342, 1865]
- legal-notice-title: AVISO NOTARIAL: [952, 1033, 1014, 1043]
- classifieds-section: [34, 824, 1415, 2064]
- article-column-1: [36, 151, 337, 812]
- legal-notice-body: En fecha 23 de Febrero de 2022, se radico en esta Notaría a mi cargo, mediante el Acta Fuera de Protocolo Número 109/182,838/2022, el Juicio Sucesorio Testamentario Notarial a bienes de la señora CONSUELO SALAZAR SALAZAR, habiéndose presentado ante el Suscrito a denunciar dicho Juicio como Único Heredero y Albacea, el señor JUAN DIEGO RODRIGUEZ GARZA, de la autora de la sucesión.- Lo anterior se publica mediante este aviso por dos ocasiones de (10) diez en (10) diez días, en cumplimiento a lo dispuesto en el segundo Párrafo de, artículo (882) ochocientos ochenta y dos del Código de Procedimientos Civiles del Estado, convocándose a las personas que se consideren con derecho a la herencia, para que acudan a deducirlo dentro del término de (30) treinta días contados a partir de la publicación de este aviso.-: [40, 1060, 201, 1209]
- legal-notice-title: PUBLICACIÓN NOTARIAL: [420, 823, 511, 832]
- legal-notice-signature: LIC. BERNABE ALEJANDRO DEL VALLE GOMEZ NOTARIO PÚBLICO NÚMERO 139 VAGM-550209-823: [742, 1312, 878, 1346]
- legal-notice-title: PUBLICACION NOTARIAL: [247, 1637, 338, 1646]
- photo-figure-group: [478, 306, 520, 498]
- masthead: [0, 0, 1449, 61]
- legal-notice-divider: [40, 1502, 201, 1503]
- legal-notice-date: (mzo 4 y 14): [444, 1677, 486, 1685]
- legal-notice-title: PUBLICACION NOTARIAL: [247, 1025, 338, 1035]
- legal-notice-signature: LIC. FRANCISCO GONZALEZ QUINTANILLA NOTARIO PÚBLICO NÚMERO 92: [1255, 2032, 1401, 2049]
- article-paragraph: Cuestionado por los motivos de ordenar a los reporteros que cubren la conferencia mañanera del presidente Andrés Manuel López Obrador para que permanecieran sentados dentro del salón Tesorería de Palacio Nacional durante la alerta sísmica, Marco Antonio Mosqueda, jefe de Protección Civil de Presidencia, aseguró que "se mis seguro estar dentro del salón" y por eso se les pidió estar sentados porque "andan detrás de la noticia y van a salir corriendo".: [890, 334, 1144, 497]
- article-paragraph: "El corte es sin novedad hasta ahora", indicó antes de retirarse.: [1159, 217, 1413, 249]
- legal-notice-body: Se presentó ante el Suscrito los señores FRANCISCO JAVIER, MARIA DE LOURDES, GUADALUPE, JUAN JOSE, FLOR AMPARO, AMERICA y SARA todos de apellidos ROJAS SOLIS, así como la señora AMERICA SOLIS CANTU, a denunciar la SUCESION INTESTAMENTARIA ADMINISTRATIVA a bienes del señor JUAN ROJAS MORALES, presentándome Acta de Defunción, manifestando que procederá a formar el inventario de los bienes que forman el caudal hereditario. Se publica este aviso por dos ocasiones de (10) diez en (10) diez días, en cumplimiento a lo dispuesto en el segundo párrafo del artículo 882 del Código de Procedimientos Civiles vigente en el Estado.-: [902, 1205, 1063, 1321]
- legal-notice-divider: [213, 1250, 374, 1251]
- legal-notice-title: AVISO NOTARIAL: [89, 1278, 151, 1287]
- legal-notice-signature: LIC. JORGE ALVARO VERGARA PERALES NOTARIO PÚBLICO No.54 VEPJ770423H17: [739, 1093, 881, 1119]
- photo-figure-edge: [803, 310, 840, 487]
- classifieds-column: [379, 824, 552, 2064]
- legal-notice-title: PUBLICACION NOTARIAL: [1283, 1637, 1374, 1646]
- article-column-3: [880, 151, 1413, 812]
- legal-notice: [903, 1035, 1064, 1185]
- legal-notice-title: AVISO NOTARIAL: [1124, 823, 1186, 832]
- page-headline: Interrumpe sismo “mañanera” de AMLO: [36, 72, 1347, 148]
- legal-notice-body: En Monterrey, Nuevo León, a 22 de Febrero del 2022, mediante Acta fuera de Protocolo Número (018453/22/2), comparecieron la señora SILVIA MARTINEZ LARA y los señores SILVIA YADIRA ZARATE MARTINEZ, MANUEL ALEJANDRO ZARATE MARTINEZ y RENE JAZIEL ZARATE MARTINEZ, como Únicos y Universales Herederos asimismo compareciendo con el carácter de Albacea la señora SILVIA MARTINEZ LARA; a iniciar en forma Extrajudicial la SUCESION INTESTAMENTARIA EXTRAJUDICIAL A BIENES DE RENE ZARATE GUEVARA, aceptando la Herencia de que se obtuvo, manifestando que en su oportunidad elaborarán el inventario y avalúo de los bienes que forman el caudal hereditario lo anterior se publica mediante aviso en cumplimiento a lo dispuesto por el artículo 882 del Código Procesal civil en el Estado. Doy Fe.-: [1075, 1515, 1236, 1656]
- legal-notice-body: El suscrito Licenciado ARNOLDO FRANCISCO SAENZ GALVAN, Notario Público Titular número 145, del Primer Distrito Registral en el Estado, doy a conocer que por Acta Fuera de Protocolo número 1,299 mil doscientos noventa y nueve, de fecha (21) veintiún días del mes de Febrero del año (2022) dos mil veintidós, pasada ante mi fe, se hizo constar LA RADICACIÓN EXTRAJUDICIAL DE LA SUCESION TESTAMENTARIA A BIENES DEL SEÑOR LUIS ALBERTO NIETO LOPEZ que en los términos del artículo 881, 882 y demás relativos del Código de Procedimientos Civiles vigente en el Estado de Nuevo León, que promueve la señora NANCY ARACELY VALDEZ ESPINOZA en su carácter de ÚNICA Y UNIVERSAL HEREDERA y ALBACEA, en quien recae la herencia y el cargo de albacea manifestando que acepta la herencia y el cargo de albacea protestando su fiel y legal desempeño y que procederá a formular el inventario correspondiente.: [557, 1233, 718, 1390]
